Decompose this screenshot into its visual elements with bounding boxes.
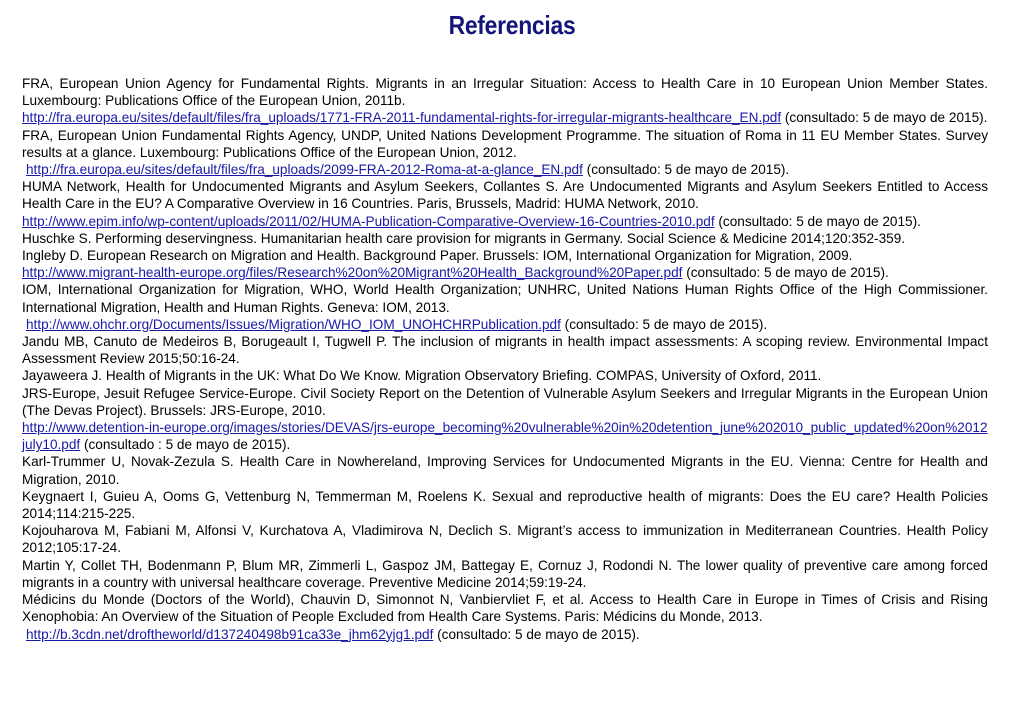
reference-item [22, 247, 988, 281]
reference-consulted: (consultado: 5 de mayo de 2015). [560, 316, 768, 332]
reference-text: Martin Y, Collet TH, Bodenmann P, Blum MR, Zimmerli L, Gaspoz JM, Battegay E, Cornuz J, Rodondi N. The lower quality of preventive care among forced migrants in a country with universal healthcare coverage. Preventive Medicine 2014;59:19-24. [22, 557, 988, 590]
reference-item [22, 281, 988, 333]
reference-text: Karl-Trummer U, Novak-Zezula S. Health Care in Nowhereland, Improving Services for Undocumented Migrants in the EU. Vienna: Centre for Health and Migration, 2010. [22, 454, 988, 487]
reference-link[interactable]: http://www.ohchr.org/Documents/Issues/Migration/WHO_IOM_UNOHCHRPublication.pdf [26, 316, 561, 332]
reference-item [22, 591, 988, 643]
reference-link[interactable]: http://fra.europa.eu/sites/default/files/fra_uploads/1771-FRA-2011-fundamental-rights-for-irregular-migrants-healthcare_EN.pdf [22, 110, 782, 126]
reference-link[interactable]: http://www.epim.info/wp-content/uploads/2011/02/HUMA-Publication-Comparative-Overview-16-Countries-2010.pdf [22, 213, 715, 229]
reference-text: Ingleby D. European Research on Migration and Health. Background Paper. Brussels: IOM, International Organization for Migration, 2009. [22, 248, 853, 264]
reference-link[interactable]: http://b.3cdn.net/droftheworld/d137240498b91ca33e_jhm62yjg1.pdf [26, 626, 434, 642]
reference-item [22, 178, 988, 230]
reference-text: HUMA Network, Health for Undocumented Migrants and Asylum Seekers, Collantes S. Are Undocumented Migrants and Asylum Seekers Entitled to Access Health Care in the EU? A Comparative Overview in 16 Countries. Paris, Brussels, Madrid: HUMA Network, 2010. [22, 179, 988, 212]
reference-link[interactable]: http://www.detention-in-europe.org/images/stories/DEVAS/jrs-europe_becoming%20vulnerable%20in%20detention_june%202010_public_updated%20on%2012july10.pdf [22, 420, 988, 453]
reference-text: Jayaweera J. Health of Migrants in the UK: What Do We Know. Migration Observatory Briefing. COMPAS, University of Oxford, 2011. [22, 368, 822, 384]
reference-item [22, 230, 988, 247]
reference-text: Médicins du Monde (Doctors of the World), Chauvin D, Simonnot N, Vanbiervliet F, et al. Access to Health Care in Europe in Times of Crisis and Rising Xenophobia: An Overview of the Situation of People Excluded from Health Care Systems. Paris: Médicins du Monde, 2013. [22, 592, 988, 625]
reference-link[interactable]: http://www.migrant-health-europe.org/files/Research%20on%20Migrant%20Health_Background%20Paper.pdf [22, 265, 683, 281]
reference-text: FRA, European Union Agency for Fundamental Rights. Migrants in an Irregular Situation: Access to Health Care in 10 European Union Member States. Luxembourg: Publications Office of the European Union, 2011b. [22, 76, 988, 109]
reference-consulted: (consultado: 5 de mayo de 2015). [682, 265, 889, 281]
reference-text: Keygnaert I, Guieu A, Ooms G, Vettenburg N, Temmerman M, Roelens K. Sexual and reproductive health of migrants: Does the EU care? Health Policies 2014;114:215-225. [22, 488, 988, 522]
reference-consulted: (consultado: 5 de mayo de 2015). [433, 626, 640, 642]
reference-consulted: (consultado : 5 de mayo de 2015). [80, 437, 291, 453]
reference-item [22, 453, 988, 487]
reference-text: Kojouharova M, Fabiani M, Alfonsi V, Kurchatova A, Vladimirova N, Declich S. Migrant’s access to immunization in Mediterranean Countries. Health Policy 2012;105:17-24. [22, 523, 988, 556]
reference-item [22, 75, 988, 127]
reference-text: IOM, International Organization for Migration, WHO, World Health Organization; UNHRC, United Nations Human Rights Office of the High Commissioner. International Migration, Health and Human Rights. Geneva: IOM, 2013. [22, 282, 988, 315]
reference-consulted: (consultado: 5 de mayo de 2015). [714, 213, 921, 229]
reference-text: FRA, European Union Fundamental Rights Agency, UNDP, United Nations Development Programme. The situation of Roma in 11 EU Member States. Survey results at a glance. Luxembourg: Publications Office of the European Union, 2012. [22, 127, 988, 160]
reference-list [22, 75, 988, 643]
reference-consulted: (consultado: 5 de mayo de 2015). [781, 110, 988, 126]
reference-item [22, 557, 988, 591]
reference-text: Jandu MB, Canuto de Medeiros B, Borugeault I, Tugwell P. The inclusion of migrants in health impact assessments: A scoping review. Environmental Impact Assessment Review 2015;50:16-24. [22, 334, 988, 367]
reference-item [22, 367, 988, 384]
reference-link[interactable]: http://fra.europa.eu/sites/default/files/fra_uploads/2099-FRA-2012-Roma-at-a-glance_EN.pdf [26, 162, 583, 178]
reference-item [22, 127, 988, 179]
reference-item [22, 333, 988, 367]
reference-item [22, 488, 988, 522]
reference-item [22, 522, 988, 556]
reference-item [22, 385, 988, 454]
reference-consulted: (consultado: 5 de mayo de 2015). [582, 162, 790, 178]
page-title: Referencias [448, 10, 576, 40]
reference-text: Huschke S. Performing deservingness. Humanitarian health care provision for migrants in Germany. Social Science & Medicine 2014;120:352-359. [22, 230, 906, 246]
reference-text: JRS-Europe, Jesuit Refugee Service-Europe. Civil Society Report on the Detention of Vulnerable Asylum Seekers and Irregular Migrants in the European Union (The Devas Project). Brussels: JRS-Europe, 2010. [22, 385, 988, 418]
